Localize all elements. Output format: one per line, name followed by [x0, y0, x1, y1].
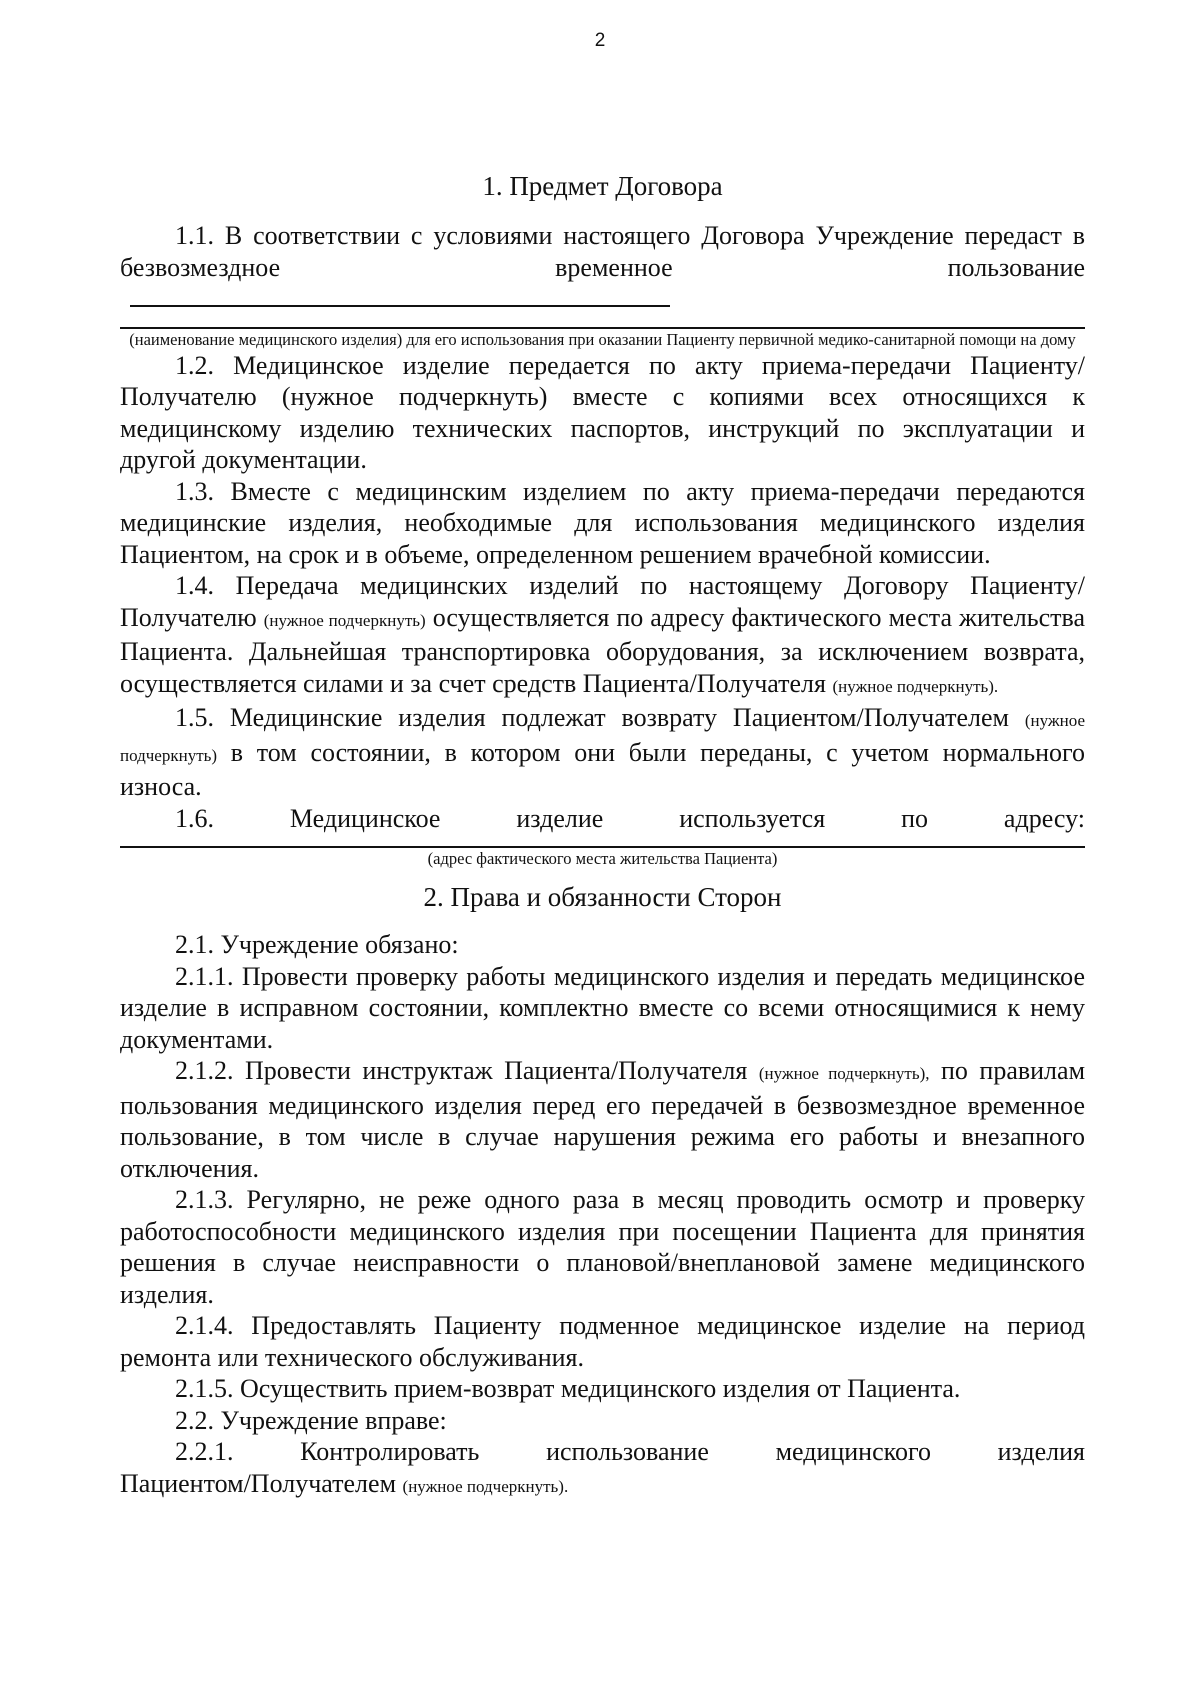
page-number: 2 — [594, 30, 606, 51]
clause-2-2-1-cont — [120, 1468, 1085, 1503]
clause-2-1-2 — [120, 1055, 1085, 1184]
fill-in-line-device-name — [130, 287, 670, 307]
clause-1-6-word: по — [901, 803, 929, 833]
clause-2-1-3: 2.1.3. Регулярно, не реже одного раза в месяц проводить осмотр и проверку работоспособности медицинского изделия при посещении Пациента для принятия решения в случае неисправности о плановой/внеплановой замене медицинского изделия. — [120, 1185, 1085, 1309]
clause-1-4-c: осуществляется по адресу фактического места жительства Пациента. Дальнейшая транспортировка оборудования, за исключением возврата, осуществляется силами и за счет средств Пациента/Получателя — [120, 602, 1086, 698]
clause-1-4-a: 1.4. Передача медицинских изделий по настоящему Договору Пациенту/Получателю — [120, 571, 1085, 632]
clause-1-4-hint: (нужное подчеркнуть) — [263, 610, 426, 630]
clause-1-6-word: Медицинское — [289, 803, 441, 833]
clause-1-5 — [120, 702, 1085, 803]
clause-2-2-1-hint: (нужное подчеркнуть). — [402, 1476, 569, 1496]
clause-2-2-1 — [120, 1436, 1085, 1468]
clause-2-2-1-word: Контролировать — [300, 1437, 480, 1466]
document-content — [120, 168, 1085, 1502]
clause-1-6-word: используется — [679, 803, 826, 833]
fill-in-line-address — [120, 834, 1085, 848]
clause-1-4 — [120, 570, 1085, 702]
clause-1-5-hint: (нужное подчеркнуть) — [120, 711, 1085, 765]
clause-1-4-hint-2: (нужное подчеркнуть). — [832, 676, 999, 696]
clause-2-2: 2.2. Учреждение вправе: — [175, 1405, 447, 1435]
section-2-title: 2. Права и обязанности Сторон — [423, 882, 782, 912]
fill-in-line-device-name-cont — [120, 315, 1085, 329]
clause-2-1-2-c: по правилам пользования медицинского изделия перед его передачей в безвозмездное временное пользование, в том числе в случае нарушения режима его работы и внезапного отключения. — [120, 1056, 1086, 1183]
clause-1-6-word: адресу: — [1003, 803, 1085, 833]
clause-2-2-1-word: 2.2.1. — [175, 1437, 234, 1466]
clause-2-2-1-word: использование — [546, 1437, 709, 1466]
clause-2-2-1-word: медицинского — [775, 1437, 931, 1466]
clause-1-1-text: 1.1. В соответствии с условиями настоящего Договора Учреждение передаст в безвозмездное временное пользование — [120, 221, 1085, 282]
clause-2-1: 2.1. Учреждение обязано: — [175, 930, 459, 959]
clause-1-2: 1.2. Медицинское изделие передается по акту приема-передачи Пациенту/Получателю (нужное подчеркнуть) вместе с копиями всех относящихся к медицинскому изделию технических паспортов, инструкций по эксплуатации и другой документации. — [120, 350, 1085, 474]
clause-1-6-note: (адрес фактического места жительства Пациента) — [427, 849, 778, 868]
clause-1-6-word: изделие — [516, 803, 604, 833]
clause-2-1-2-a: 2.1.2. Провести инструктаж Пациента/Получателя — [175, 1056, 748, 1085]
clause-1-1-note: (наименование медицинского изделия) для его использования при оказании Пациенту первичной медико-санитарной помощи на дому — [129, 329, 1076, 349]
clause-2-1-4: 2.1.4. Предоставлять Пациенту подменное медицинское изделие на период ремонта или технического обслуживания. — [120, 1311, 1085, 1372]
clause-1-6-word: 1.6. — [175, 803, 214, 833]
clause-1-3: 1.3. Вместе с медицинским изделием по акту приема-передачи передаются медицинские изделия, необходимые для использования медицинского изделия Пациентом, на срок и в объеме, определенном решением врачебной комиссии. — [120, 476, 1085, 569]
clause-2-1-5: 2.1.5. Осуществить прием-возврат медицинского изделия от Пациента. — [175, 1374, 961, 1403]
clause-1-6 — [120, 803, 1085, 835]
clause-1-5-c: в том состоянии, в котором они были переданы, с учетом нормального износа. — [120, 737, 1086, 801]
clause-2-2-1-word: изделия — [997, 1437, 1085, 1466]
clause-1-1 — [120, 220, 1085, 315]
section-1-title: 1. Предмет Договора — [482, 171, 723, 201]
clause-2-1-1: 2.1.1. Провести проверку работы медицинского изделия и передать медицинское изделие в исправном состоянии, комплектно вместе со всеми относящимися к нему документами. — [120, 961, 1085, 1054]
clause-2-2-1-b: Пациентом/Получателем — [120, 1468, 397, 1498]
clause-2-1-2-hint: (нужное подчеркнуть), — [758, 1064, 930, 1083]
clause-1-5-a: 1.5. Медицинские изделия подлежат возврату Пациентом/Получателем — [175, 703, 1009, 732]
